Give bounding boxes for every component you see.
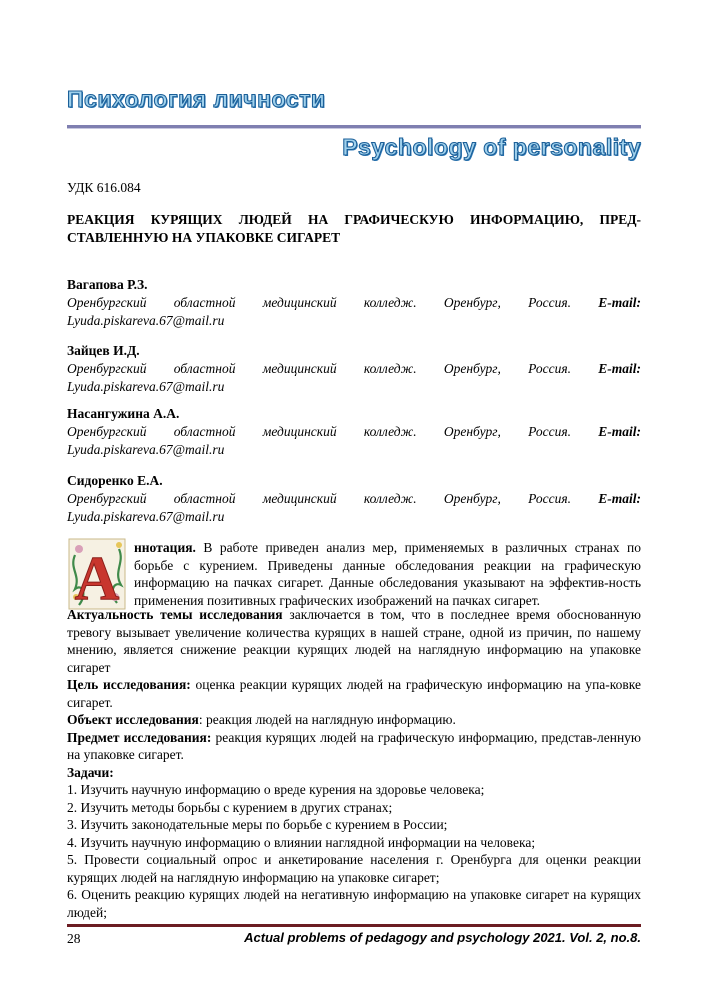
subject-paragraph: Предмет исследования: реакция курящих людей на графическую информацию, представ-ленную на упаковке сигарет. [67,729,642,762]
author-name: Зайцев И.Д. [67,343,140,358]
author-affiliation: Оренбургский областной медицинский колледж. Оренбург, Россия. E-mail: [67,295,641,310]
header-rule [67,125,641,129]
author-affiliation: Оренбургский областной медицинский колледж. Оренбург, Россия. E-mail: [67,491,641,506]
email-label: E-mail: [598,491,641,506]
abstract-text: В работе приведен анализ мер, применяемых в различных странах по борьбе с курением. Приведены данные обследования реакции на графическую информацию на пачках сигарет. Данные обследования указывают на эффектив-ность применения позитивных графических изображений на пачках сигарет. [134,540,641,608]
author-email: Lyuda.piskareva.67@mail.ru [67,379,225,394]
tasks-heading: Задачи: [67,764,114,780]
goal-paragraph: Цель исследования: оценка реакции курящих людей на графическую информацию на упа-ковке сигарет. [67,677,641,710]
dropcap-ornament [67,535,127,611]
section-title-ru: Психология личности [67,86,326,112]
page-number: 28 [67,931,81,946]
author-block [67,342,641,396]
relevance-paragraph: Актуальность темы исследования заключается в том, что в последнее время обоснованную тревогу вызывает увеличение количества курящих в нашей стране, одной из причин, по нашему мнению, является снижение реакции курящих людей на наглядную информацию на упаковке сигарет [67,607,642,675]
journal-citation: Actual problems of pedagogy and psychology 2021. Vol. 2, no.8. [244,930,641,945]
author-email: Lyuda.piskareva.67@mail.ru [67,509,225,524]
abstract [134,539,641,609]
task-item: 6. Оценить реакцию курящих людей на негативную информацию на упаковке сигарет на курящих людей; [67,887,641,920]
object-paragraph: Объект исследования: реакция людей на наглядную информацию. [67,712,456,727]
task-item: 4. Изучить научную информацию о влиянии наглядной информации на человека; [67,834,536,850]
article-title: РЕАКЦИЯ КУРЯЩИХ ЛЮДЕЙ НА ГРАФИЧЕСКУЮ ИНФОРМАЦИЮ, ПРЕД-СТАВЛЕННУЮ НА УПАКОВКЕ СИГАРЕТ [67,212,641,245]
author-name: Насангужина А.А. [67,406,180,421]
author-email: Lyuda.piskareva.67@mail.ru [67,313,225,328]
email-label: E-mail: [598,295,641,310]
email-label: E-mail: [598,424,641,439]
author-block [67,276,641,330]
author-affiliation: Оренбургский областной медицинский колледж. Оренбург, Россия. E-mail: [67,361,641,376]
article-body [67,606,641,921]
footer-rule [67,924,641,927]
task-item: 1. Изучить научную информацию о вреде курения на здоровье человека; [67,782,485,797]
abstract-label: ннотация. [134,540,196,555]
author-name: Сидоренко Е.А. [67,473,163,488]
section-title-en: Psychology of personality [342,134,641,160]
author-name: Вагапова Р.З. [67,277,148,292]
author-email: Lyuda.piskareva.67@mail.ru [67,442,225,457]
task-item: 3. Изучить законодательные меры по борьбе с курением в России; [67,817,448,832]
dropcap-letter: А [74,545,120,611]
author-affiliation: Оренбургский областной медицинский колледж. Оренбург, Россия. E-mail: [67,424,641,439]
email-label: E-mail: [598,361,641,376]
author-block [67,472,641,526]
author-block [67,405,641,459]
task-item: 2. Изучить методы борьбы с курением в других странах; [67,799,393,815]
task-item: 5. Провести социальный опрос и анкетирование населения г. Оренбурга для оценки реакции курящих людей на наглядную информацию на упаковке сигарет; [67,852,641,885]
udc-code: УДК 616.084 [67,180,141,195]
